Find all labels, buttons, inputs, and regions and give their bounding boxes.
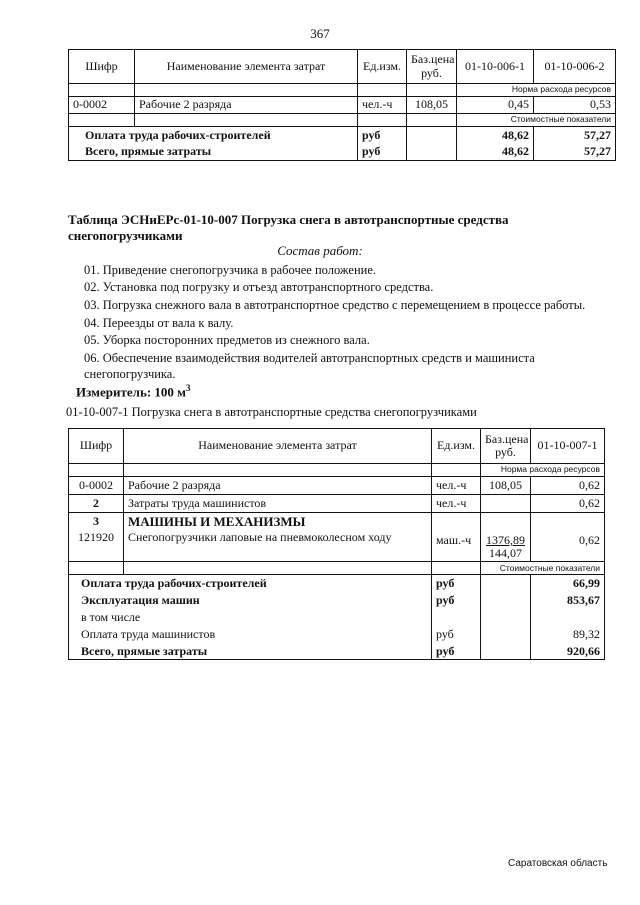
total-unit: руб [432, 626, 481, 643]
header-base-price: Баз.цена руб. [481, 429, 531, 464]
table-header-row [69, 429, 605, 464]
total-unit: руб [432, 575, 481, 592]
header-unit: Ед.изм. [432, 429, 481, 464]
total-label: Оплата труда рабочих-строителей [69, 127, 358, 144]
table-row [69, 97, 616, 114]
meter-label [76, 383, 191, 400]
total-label: в том числе [69, 609, 432, 626]
row-unit: чел.-ч [358, 97, 407, 114]
machine-name: Снегопогрузчики лаповые на пневмоколесном ходу [128, 530, 392, 545]
total-unit: руб [432, 643, 481, 660]
total-unit: руб [358, 144, 407, 161]
row-value-1: 0,45 [457, 97, 534, 114]
total-value-1: 48,62 [457, 144, 534, 161]
table-header-row [69, 50, 616, 84]
table-title: Таблица ЭСНиЕРс-01-10-007 Погрузка снега в автотранспортные средства снегопогрузчиками [68, 212, 509, 243]
total-row [69, 144, 616, 161]
row-unit: чел.-ч [432, 477, 481, 495]
section-row [69, 464, 605, 477]
total-row [69, 609, 605, 626]
total-row [69, 626, 605, 643]
header-unit: Ед.изм. [358, 50, 407, 84]
header-name: Наименование элемента затрат [135, 50, 358, 84]
work-item: 01. Приведение снегопогрузчика в рабочее положение. [84, 263, 377, 277]
total-value-2: 57,27 [534, 144, 616, 161]
machine-codes [69, 513, 124, 562]
header-col-1: 01-10-007-1 [531, 429, 605, 464]
works-heading: Состав работ: [277, 243, 363, 258]
header-base-price: Баз.цена руб. [407, 50, 457, 84]
machine-prices [481, 513, 531, 562]
row-code: 2 [69, 495, 124, 513]
header-col-2: 01-10-006-2 [534, 50, 616, 84]
group-number: 3 [93, 514, 99, 528]
row-value-1: 0,62 [531, 477, 605, 495]
total-row [69, 575, 605, 592]
subcode-line: 01-10-007-1 Погрузка снега в автотранспортные средства снегопогрузчиками [66, 405, 477, 419]
work-item: 06. Обеспечение взаимодействия водителей автотранспортных средств и машиниста снегопогрузчика. [84, 351, 535, 381]
work-item: 02. Установка под погрузку и отъезд автотранспортного средства. [84, 280, 434, 294]
footer-region: Саратовская область [508, 858, 608, 869]
row-value-2: 0,53 [534, 97, 616, 114]
machine-unit: маш.-ч [432, 513, 481, 562]
total-row [69, 592, 605, 609]
work-item: 05. Уборка посторонних предметов из снежного вала. [84, 333, 370, 347]
total-unit: руб [358, 127, 407, 144]
total-label: Всего, прямые затраты [69, 643, 432, 660]
section-row [69, 114, 616, 127]
work-item: 03. Погрузка снежного вала в автотранспортное средство с перемещением в процессе работы. [84, 298, 586, 312]
work-item: 04. Переезды от вала к валу. [84, 316, 234, 330]
total-value-2: 57,27 [534, 127, 616, 144]
machine-row [69, 513, 605, 562]
total-label: Эксплуатация машин [69, 592, 432, 609]
section-norms-label: Норма расхода ресурсов [481, 464, 605, 477]
header-col-1: 01-10-006-1 [457, 50, 534, 84]
header-code: Шифр [69, 429, 124, 464]
total-value-1: 920,66 [531, 643, 605, 660]
total-label: Оплата труда рабочих-строителей [69, 575, 432, 592]
row-name: Затраты труда машинистов [124, 495, 432, 513]
row-code: 0-0002 [69, 477, 124, 495]
total-label: Всего, прямые затраты [69, 144, 358, 161]
total-value-1: 853,67 [531, 592, 605, 609]
total-value-1: 66,99 [531, 575, 605, 592]
meter-text: Измеритель: 100 м [76, 384, 187, 400]
total-label: Оплата труда машинистов [69, 626, 432, 643]
section-norms-label: Норма расхода ресурсов [457, 84, 616, 97]
table-row [69, 495, 605, 513]
total-unit [432, 609, 481, 626]
row-name: Рабочие 2 разряда [124, 477, 432, 495]
machine-price-2: 144,07 [489, 546, 522, 561]
row-price: 108,05 [407, 97, 457, 114]
row-price [481, 495, 531, 513]
machine-value-1: 0,62 [531, 513, 605, 562]
row-price: 108,05 [481, 477, 531, 495]
row-value-1: 0,62 [531, 495, 605, 513]
total-row [69, 127, 616, 144]
row-name: Рабочие 2 разряда [135, 97, 358, 114]
group-title: МАШИНЫ И МЕХАНИЗМЫ [128, 514, 306, 529]
table-row [69, 477, 605, 495]
section-costs-label: Стоимостные показатели [481, 562, 605, 575]
row-unit: чел.-ч [432, 495, 481, 513]
total-value-1 [531, 609, 605, 626]
header-code: Шифр [69, 50, 135, 84]
header-name: Наименование элемента затрат [124, 429, 432, 464]
machine-price: 1376,89 [486, 533, 525, 547]
section-row [69, 84, 616, 97]
row-code: 0-0002 [69, 97, 135, 114]
machine-code: 121920 [78, 530, 114, 545]
resource-table-1 [68, 49, 616, 161]
meter-exponent: 3 [186, 383, 191, 393]
page-number: 367 [310, 26, 330, 41]
total-row [69, 643, 605, 660]
total-value-1: 48,62 [457, 127, 534, 144]
resource-table-2 [68, 428, 605, 660]
total-unit: руб [432, 592, 481, 609]
section-costs-label: Стоимостные показатели [457, 114, 616, 127]
section-row [69, 562, 605, 575]
total-value-1: 89,32 [531, 626, 605, 643]
machine-names [124, 513, 432, 562]
